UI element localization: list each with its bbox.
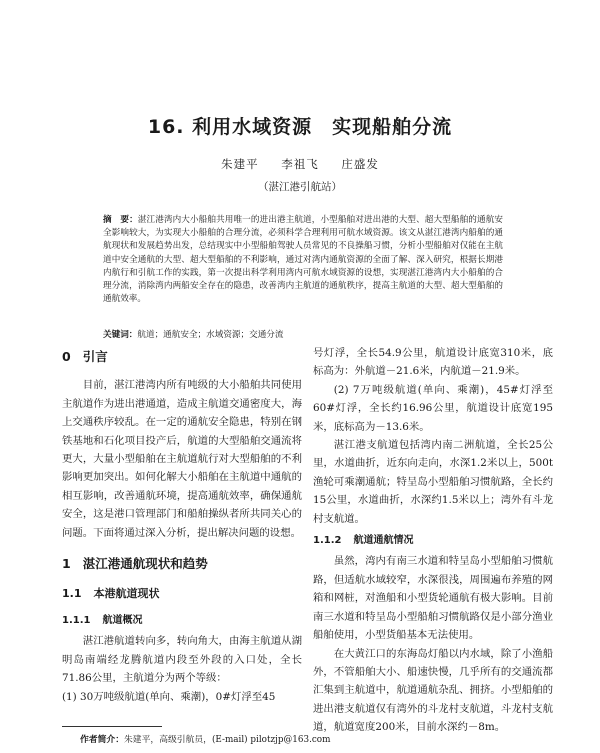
footnote-text: 朱建平，高级引航员，(E-mail) pilotzjp@163.com [124,735,331,745]
author-2: 李祖飞 [281,157,319,171]
footnote-divider [62,726,162,727]
section-title: 引言 [82,349,108,364]
section-number: 1.1.2 [313,535,342,547]
keywords-label: 关键词： [103,330,138,340]
author-list [0,156,600,172]
affiliation: （湛江港引航站） [258,181,342,193]
section-number: 1.1.1 [62,614,91,626]
channel-overview-paragraph: 湛江港航道转向多，转向角大，由海主航道从湖明岛南端经龙腾航道内段至外段的入口处，全长71.86公里，主航道分为两个等级： [62,635,302,685]
abstract-label: 摘 要： [103,215,138,225]
channel-grade-item-2: (2) 7万吨级航道(单向、乘潮)，45#灯浮至60#灯浮，全长约16.96公里，航道设计底宽195米，底标高为－13.6米。 [313,383,553,433]
subsubsection-heading-1-1-2 [313,532,553,550]
author-3: 庄盛发 [341,157,379,171]
section-number: 1 [62,556,71,572]
section-number: 0 [62,349,71,364]
navigation-paragraph-2: 在大黄江口的东海岛灯船以内水域，除了小渔船外，不管船舶大小、船速快慢，几乎所有的交通流都汇集到主航道中，航道通航杂乱、拥挤。小型船舶的进出港支航道仅有湾外的斗龙村支航道，斗龙村支航道，航道宽度200米，目前水深约－8m。 [313,647,553,734]
abstract [103,214,503,306]
section-heading-1 [62,555,302,573]
subsubsection-heading-1-1-1 [62,612,302,630]
section-number: 1.1 [62,587,82,601]
author-1: 朱建平 [221,157,259,171]
left-column [62,344,302,706]
navigation-paragraph-1: 虽然，湾内有南三水道和特呈岛小型船舶习惯航路，但适航水域较窄，水深很浅，周围遍布养殖的网箱和网桩，对渔船和小型货轮通航有极大影响。目前南三水道和特呈岛小型船舶习惯航路仅是小部分渔业船舶使用，小型货船基本无法使用。 [313,555,553,642]
branch-channel-paragraph: 湛江港支航道包括湾内南二洲航道，全长25公里，水道曲折，近东向走向，水深1.2米以上，500t渔轮可乘潮通航；特呈岛小型船舶习惯航路，全长约15公里，水道曲折，水深约1.5米以上；湾外有斗龙村支航道。 [313,439,553,525]
channel-grade-item-1-cont: 号灯浮，全长54.9公里，航道设计底宽310米，底标高为：外航道－21.6米，内航道－21.9米。 [313,347,553,378]
footnote-label: 作者简介： [80,735,124,745]
abstract-text: 湛江港湾内大小船舶共用唯一的进出港主航道，小型船舶对进出港的大型、超大型船舶的通航安全影响较大，为实现大小船舶的合理分流，必须科学合理利用可航水域资源。该文从湛江港湾内船舶的通航现状和发展趋势出发，总结现实中小型船舶驾驶人员常见的不良操船习惯，分析小型船舶对仅能在主航道中安全通航的大型、超大型船舶的不利影响，通过对湾内通航资源的全面了解、深入研究，根据长期港内航行和引航工作的实践，第一次提出科学利用湾内可航水域资源的设想，实现湛江港湾内大小船舶的合理分流，消除湾内两船安全存在的隐患，改善湾内主航道的通航秩序，提高主航道的大型、超大型船舶的通航效率。 [103,215,503,305]
section-title: 湛江港通航现状和趋势 [82,556,208,572]
section-title: 本港航道现状 [93,587,160,601]
section-title: 航道通航情况 [353,535,414,547]
subsection-heading-1-1 [62,585,302,603]
author-footnote [80,734,540,746]
section-heading-intro [62,348,302,366]
intro-paragraph: 目前，湛江港湾内所有吨级的大小船舶共同使用主航道作为进出港通道，造成主航道交通密度大，海上交通秩序较乱。在一定的通航安全隐患，特别在钢铁基地和石化项目投产后，航道的大型船舶交通流将更大，大量小型船舶在主航道航行对大型船舶的不利影响更加突出。如何化解大小船舶在主航道中通航的相互影响，改善通航环境，提高通航效率，确保通航安全，这是港口管理部门和船舶操纵者所共同关心的问题。下面将通过深入分析，提出解决问题的设想。 [62,379,302,539]
keywords-text: 航道；通航安全；水域资源；交通分流 [137,330,284,340]
paper-title: 16. 利用水域资源 实现船舶分流 [147,116,453,138]
right-column [313,344,553,737]
section-title: 航道概况 [102,614,143,626]
channel-grade-item-1: (1) 30万吨级航道(单向、乘潮)，0#灯浮至45 [62,690,276,703]
keywords [103,329,503,342]
